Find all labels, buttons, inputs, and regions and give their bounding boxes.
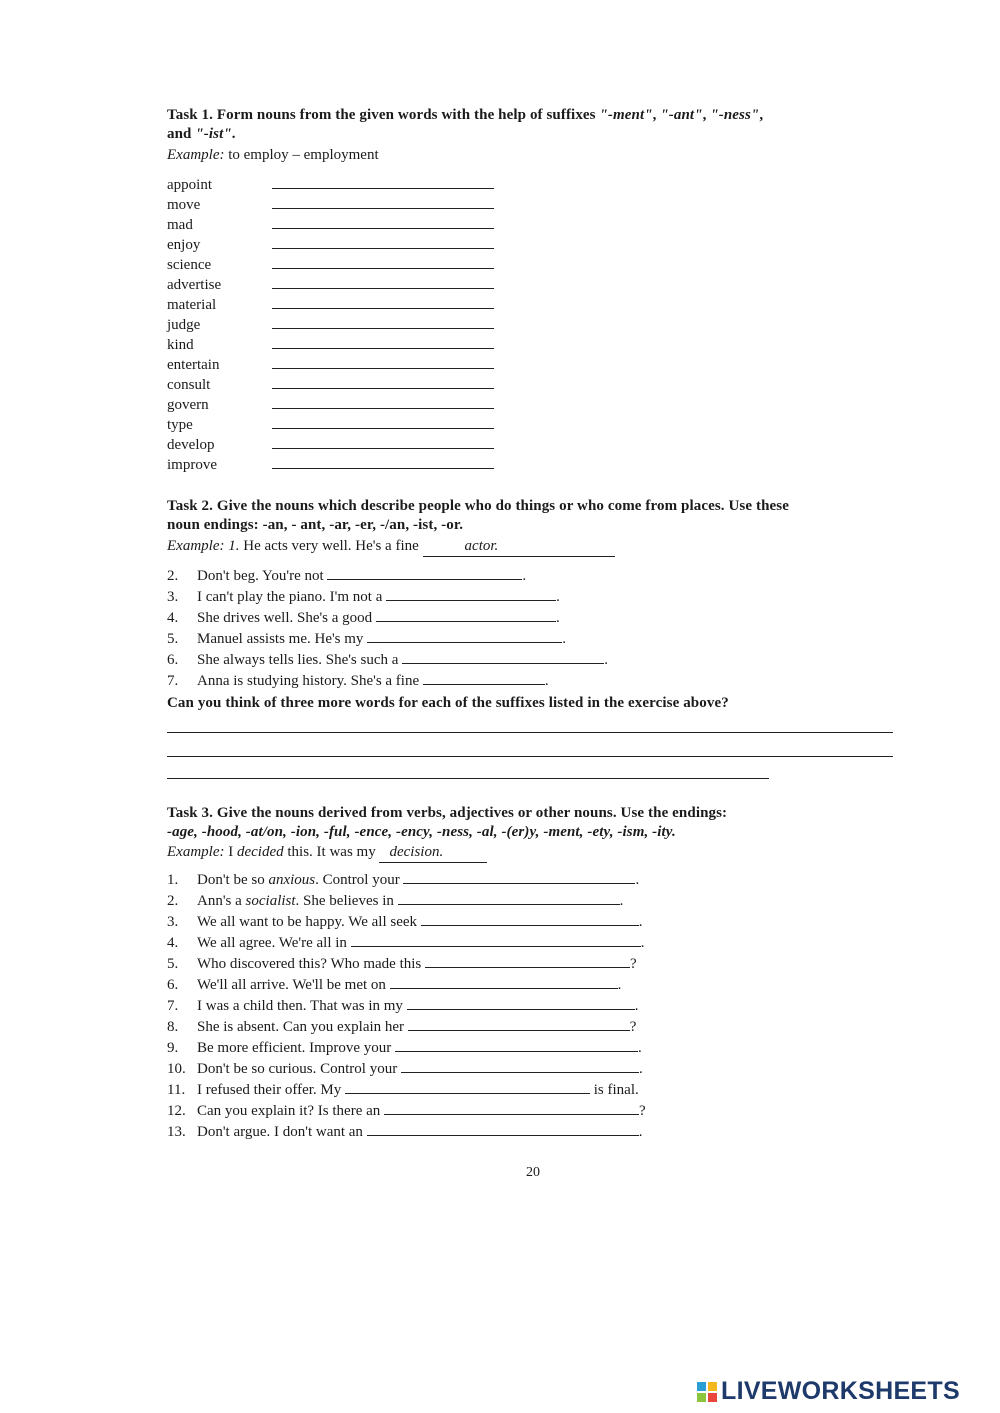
task2-answer-blank[interactable] <box>376 607 556 622</box>
task1-row <box>167 335 494 355</box>
task1-word: improve <box>167 457 217 473</box>
task2-item-end: . <box>555 610 560 626</box>
task2-item-end: . <box>562 631 566 647</box>
task2-item <box>167 586 608 607</box>
task3-item-text: Don't argue. I don't want an <box>197 1124 363 1140</box>
task1-answer-blank[interactable] <box>272 195 494 209</box>
task3-item <box>167 1016 646 1037</box>
task3-item-text-post: . Control your <box>315 872 400 888</box>
task3-item-number: 8. <box>167 1019 179 1035</box>
task1-word: enjoy <box>167 237 201 253</box>
task3-answer-blank[interactable] <box>367 1121 639 1136</box>
task3-item-end: . <box>619 893 624 909</box>
page-number: 20 <box>526 1165 540 1180</box>
logo-badge-icon <box>697 1382 717 1402</box>
task1-row <box>167 235 494 255</box>
task2-item-end: . <box>522 568 527 584</box>
task3-item-end: . <box>640 935 645 951</box>
task3-item-end: ? <box>629 1019 637 1035</box>
task3-item-list <box>167 869 646 1142</box>
task3-item-end: . <box>638 1061 643 1077</box>
task1-word: develop <box>167 437 215 453</box>
task1-word-list <box>167 175 494 475</box>
task2-item <box>167 565 608 586</box>
task3-item-end: ? <box>639 1103 646 1119</box>
task3-item-text: I refused their offer. My <box>197 1082 342 1098</box>
task2-item-text: Anna is studying history. She's a fine <box>197 673 420 689</box>
task3-item <box>167 995 646 1016</box>
task3-item-text: Ann's a <box>197 893 246 909</box>
task3-answer-blank[interactable] <box>403 869 635 884</box>
task3-item-end: . <box>635 872 640 888</box>
task1-row <box>167 375 494 395</box>
task3-answer-blank[interactable] <box>401 1058 639 1073</box>
task3-example-answer: decision. <box>389 844 444 860</box>
task3-item <box>167 890 646 911</box>
task2-title: Task 2. Give the nouns which describe people who do things or who come from places. Use these noun endings: -an, - ant, -ar, -er, -/an, -ist, -or. <box>167 498 789 533</box>
answer-line-3[interactable] <box>167 778 769 779</box>
task3-item-number: 2. <box>167 893 179 909</box>
answer-line-2[interactable] <box>167 756 893 757</box>
task3-item <box>167 911 646 932</box>
task3-answer-blank[interactable] <box>425 953 630 968</box>
task1-word: material <box>167 297 217 313</box>
task3-answer-blank[interactable] <box>421 911 639 926</box>
task2-item-number: 3. <box>167 589 179 605</box>
task1-row <box>167 215 494 235</box>
task3-item <box>167 953 646 974</box>
task1-answer-blank[interactable] <box>272 315 494 329</box>
task2-item-number: 6. <box>167 652 179 668</box>
task1-word: advertise <box>167 277 222 293</box>
task1-answer-blank[interactable] <box>272 435 494 449</box>
task1-answer-blank[interactable] <box>272 415 494 429</box>
task2-item <box>167 628 608 649</box>
task3-item <box>167 1037 646 1058</box>
task3-item-emphasis: anxious <box>268 872 316 888</box>
task3-answer-blank[interactable] <box>408 1016 630 1031</box>
task2-item-text: Don't beg. You're not <box>197 568 324 584</box>
task2-example-answer: actor. <box>464 538 499 554</box>
task3-item-number: 6. <box>167 977 179 993</box>
task1-answer-blank[interactable] <box>272 175 494 189</box>
task3-item-number: 9. <box>167 1040 179 1056</box>
task3-item-text: Who discovered this? Who made this <box>197 956 422 972</box>
task3-item-text: Don't be so curious. Control your <box>197 1061 398 1077</box>
task3-item-number: 10. <box>167 1061 186 1077</box>
task3-item <box>167 869 646 890</box>
task3-item-text-post: . She believes in <box>295 893 394 909</box>
liveworksheets-logo <box>697 1377 960 1406</box>
task1-answer-blank[interactable] <box>272 275 494 289</box>
task1-answer-blank[interactable] <box>272 455 494 469</box>
task3-item-text: We'll all arrive. We'll be met on <box>197 977 386 993</box>
answer-line-1[interactable] <box>167 732 893 733</box>
task1-word: judge <box>167 317 201 333</box>
task1-answer-blank[interactable] <box>272 215 494 229</box>
task3-answer-blank[interactable] <box>390 974 618 989</box>
task1-word: mad <box>167 217 193 233</box>
task1-row <box>167 415 494 435</box>
task2-item-text: I can't play the piano. I'm not a <box>197 589 383 605</box>
task3-item <box>167 1079 646 1100</box>
task1-example: Example: to employ – employment <box>167 147 379 163</box>
task1-word: move <box>167 197 201 213</box>
task1-row <box>167 195 494 215</box>
task1-word: science <box>167 257 212 273</box>
task3-item-number: 5. <box>167 956 179 972</box>
task2-question: Can you think of three more words for each of the suffixes listed in the exercise above? <box>167 695 729 711</box>
task3-item-end: . <box>617 977 622 993</box>
task1-word: kind <box>167 337 194 353</box>
task3-item-text: Be more efficient. Improve your <box>197 1040 392 1056</box>
task2-item-end: . <box>556 589 560 605</box>
task3-item <box>167 1058 646 1079</box>
task3-item-end: . <box>634 998 639 1014</box>
task2-answer-blank[interactable] <box>386 586 556 601</box>
task3-item-end: . <box>638 1040 642 1056</box>
task1-row <box>167 355 494 375</box>
task1-answer-blank[interactable] <box>272 375 494 389</box>
task3-item-end: . <box>638 1124 643 1140</box>
task2-item-list <box>167 565 608 691</box>
task3-item <box>167 1100 646 1121</box>
task3-item <box>167 1121 646 1142</box>
task3-item-number: 12. <box>167 1103 186 1119</box>
task3-item-number: 3. <box>167 914 179 930</box>
task1-row <box>167 395 494 415</box>
task2-answer-blank[interactable] <box>367 628 562 643</box>
task2-answer-blank[interactable] <box>423 670 545 685</box>
task3-example: Example: I decided this. It was my decision. <box>167 843 487 863</box>
task2-item-text: She always tells lies. She's such a <box>197 652 399 668</box>
task3-item-number: 4. <box>167 935 179 951</box>
task1-row <box>167 455 494 475</box>
task3-item <box>167 932 646 953</box>
task1-row <box>167 295 494 315</box>
task3-answer-blank[interactable] <box>407 995 635 1010</box>
task1-row <box>167 175 494 195</box>
task3-item-end: is final. <box>590 1082 639 1098</box>
task3-item-number: 7. <box>167 998 179 1014</box>
task3-item-text: I was a child then. That was in my <box>197 998 403 1014</box>
task3-item-text: Can you explain it? Is there an <box>197 1103 381 1119</box>
task2-item-number: 5. <box>167 631 179 647</box>
task3-answer-blank[interactable] <box>384 1100 639 1115</box>
task2-item-number: 2. <box>167 568 179 584</box>
task2-item <box>167 649 608 670</box>
task1-answer-blank[interactable] <box>272 335 494 349</box>
task2-answer-blank[interactable] <box>327 565 522 580</box>
task1-answer-blank[interactable] <box>272 355 494 369</box>
task3-item-number: 1. <box>167 872 179 888</box>
task3-title: Task 3. Give the nouns derived from verbs, adjectives or other nouns. Use the endings: -age, -hood, -at/on, -ion, -ful, -ence, -ency, -ness, -al, -(er)y, -ment, -ety, -ism, -ity. <box>167 805 728 840</box>
task1-word: type <box>167 417 193 433</box>
task3-item-number: 11. <box>167 1082 186 1098</box>
task3-item-text: Don't be so <box>197 872 269 888</box>
task3-item-end: ? <box>630 956 637 972</box>
task2-item-text: She drives well. She's a good <box>197 610 373 626</box>
task3-item-emphasis: socialist <box>245 893 296 909</box>
task2-answer-blank[interactable] <box>402 649 604 664</box>
task3-item-text: We all agree. We're all in <box>197 935 347 951</box>
task2-item-number: 7. <box>167 673 179 689</box>
task1-title: Task 1. Form nouns from the given words with the help of suffixes "-ment", "-ant", "-ness", and "-ist". <box>167 107 764 142</box>
task1-answer-blank[interactable] <box>272 235 494 249</box>
task1-answer-blank[interactable] <box>272 395 494 409</box>
task3-item <box>167 974 646 995</box>
task2-item <box>167 607 608 628</box>
task1-word: consult <box>167 377 211 393</box>
task1-row <box>167 315 494 335</box>
task3-answer-blank[interactable] <box>398 890 620 905</box>
task3-item-number: 13. <box>167 1124 186 1140</box>
task2-item-text: Manuel assists me. He's my <box>197 631 364 647</box>
logo-text: LIVEWORKSHEETS <box>721 1377 960 1405</box>
task1-row <box>167 255 494 275</box>
task1-word: govern <box>167 397 209 413</box>
task3-answer-blank[interactable] <box>395 1037 638 1052</box>
task1-row <box>167 435 494 455</box>
task3-answer-blank[interactable] <box>351 932 641 947</box>
task3-item-text: She is absent. Can you explain her <box>197 1019 405 1035</box>
task1-answer-blank[interactable] <box>272 295 494 309</box>
task1-answer-blank[interactable] <box>272 255 494 269</box>
task3-item-text: We all want to be happy. We all seek <box>197 914 418 930</box>
task2-item <box>167 670 608 691</box>
task2-item-number: 4. <box>167 610 179 626</box>
task1-row <box>167 275 494 295</box>
task1-word: entertain <box>167 357 220 373</box>
task3-answer-blank[interactable] <box>345 1079 590 1094</box>
task2-example: Example: 1. He acts very well. He's a fine actor. <box>167 537 615 557</box>
task3-item-end: . <box>638 914 643 930</box>
task2-item-end: . <box>544 673 549 689</box>
task2-item-end: . <box>604 652 608 668</box>
task1-word: appoint <box>167 177 212 193</box>
